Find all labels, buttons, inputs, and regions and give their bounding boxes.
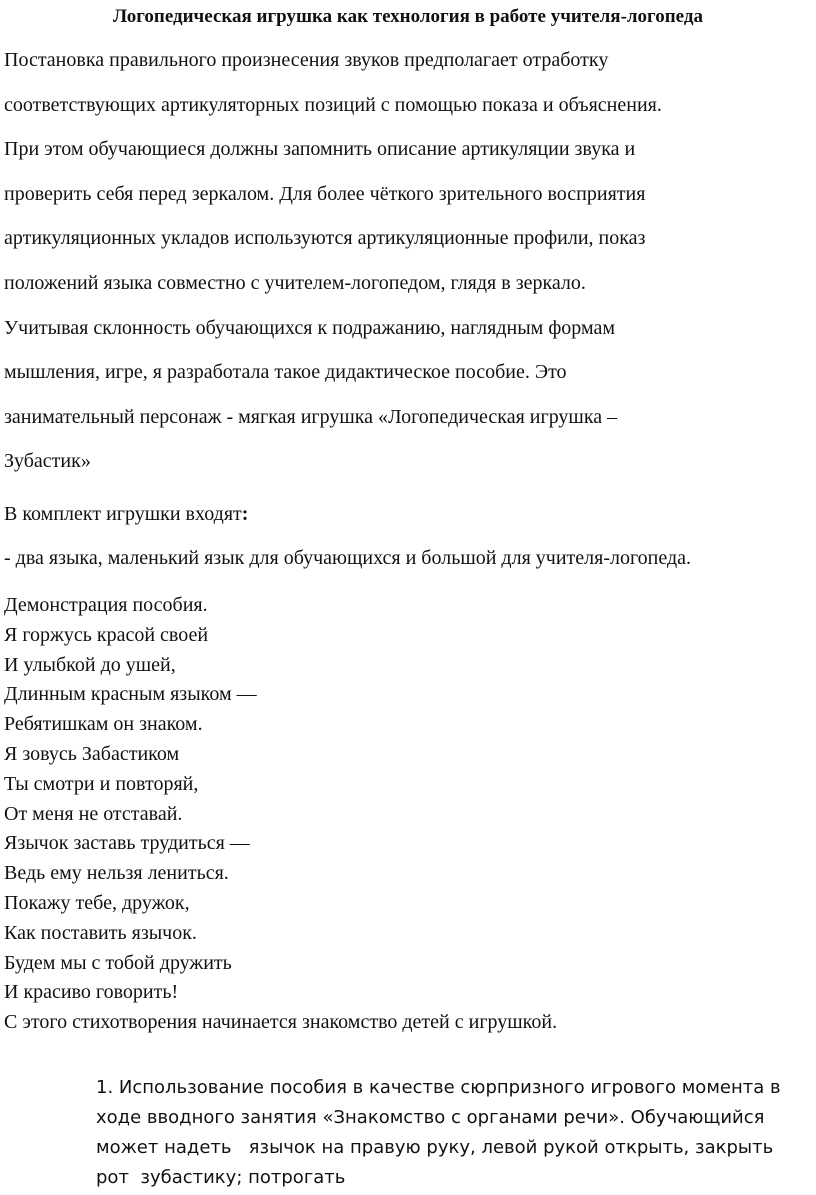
poem-line: Я зовусь Забастиком bbox=[4, 742, 180, 765]
list-line: 1. Использование пособия в качестве сюрпризного игрового момента в bbox=[96, 1077, 781, 1098]
poem-line: И красиво говорить! bbox=[4, 981, 179, 1004]
intro-line: артикуляционных укладов используются артикуляционные профили, показ bbox=[4, 227, 646, 250]
numbered-list-item-1 bbox=[96, 1073, 812, 1193]
intro-line: Зубастик» bbox=[4, 450, 91, 473]
poem-line: Я горжусь красой своей bbox=[4, 623, 209, 646]
intro-line: Учитывая склонность обучающихся к подражанию, наглядным формам bbox=[4, 316, 616, 339]
document-title: Логопедическая игрушка как технология в работе учителя-логопеда bbox=[113, 6, 703, 27]
poem-line: Как поставить язычок. bbox=[4, 921, 197, 944]
poem-line: Будем мы с тобой дружить bbox=[4, 951, 232, 974]
poem-closing-line: С этого стихотворения начинается знакомство детей с игрушкой. bbox=[4, 1011, 558, 1034]
poem-line: От меня не отставай. bbox=[4, 802, 183, 825]
kit-heading-text: В комплект игрушки входят bbox=[4, 503, 242, 525]
poem-line: Ведь ему нельзя лениться. bbox=[4, 862, 229, 885]
intro-line: мышления, игре, я разработала такое дидактическое пособие. Это bbox=[4, 361, 567, 384]
list-line: может надеть язычок на правую руку, левой рукой открыть, закрыть bbox=[96, 1137, 774, 1158]
kit-section bbox=[4, 492, 812, 580]
intro-line: При этом обучающиеся должны запомнить описание артикуляции звука и bbox=[4, 138, 636, 161]
intro-line: проверить себя перед зеркалом. Для более чёткого зрительного восприятия bbox=[4, 182, 646, 205]
poem-block bbox=[4, 591, 812, 1038]
poem-line: Демонстрация пособия. bbox=[4, 594, 208, 616]
poem-line: Язычок заставь трудиться — bbox=[4, 832, 250, 855]
poem-line: И улыбкой до ушей, bbox=[4, 653, 176, 676]
intro-line: Постановка правильного произнесения звуков предполагает отработку bbox=[4, 49, 609, 71]
kit-item: - два языка, маленький язык для обучающихся и большой для учителя-логопеда. bbox=[4, 547, 692, 569]
kit-heading bbox=[4, 492, 812, 536]
intro-line: занимательный персонаж - мягкая игрушка «Логопедическая игрушка – bbox=[4, 405, 618, 428]
intro-line: положений языка совместно с учителем-логопедом, глядя в зеркало. bbox=[4, 271, 586, 294]
poem-line: Ты смотри и повторяй, bbox=[4, 772, 199, 795]
intro-paragraph bbox=[4, 38, 812, 484]
list-line: рот зубастику; потрогать bbox=[96, 1167, 346, 1188]
kit-heading-colon: : bbox=[241, 503, 249, 525]
poem-line: Ребятишкам он знаком. bbox=[4, 713, 203, 736]
poem-line: Длинным красным языком — bbox=[4, 683, 257, 706]
list-line: ходе вводного занятия «Знакомство с органами речи». Обучающийся bbox=[96, 1107, 765, 1128]
poem-line: Покажу тебе, дружок, bbox=[4, 891, 190, 914]
intro-line: соответствующих артикуляторных позиций с помощью показа и объяснения. bbox=[4, 93, 662, 116]
